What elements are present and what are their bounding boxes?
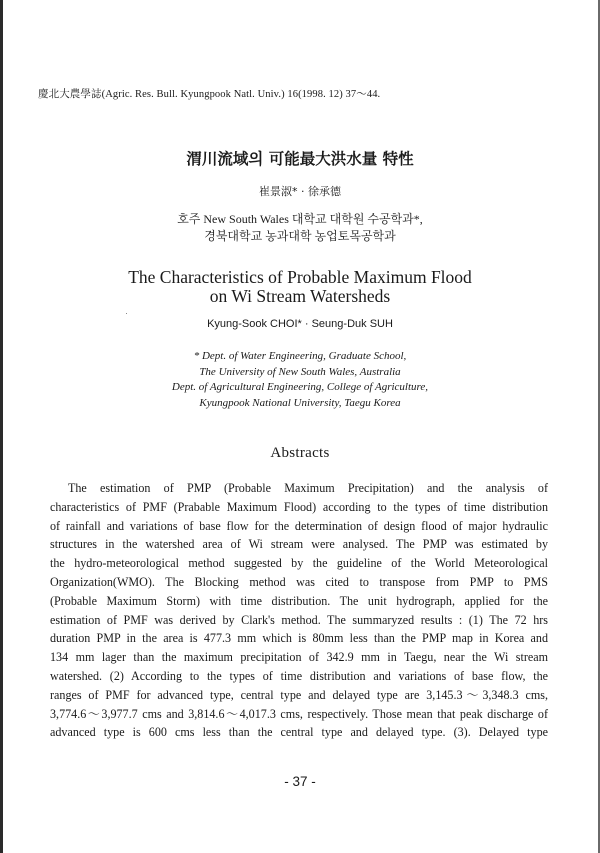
abstract-line: 134 mm lager than the maximum precipitation of 342.9 mm in Taegu, near the Wi stream [50,650,548,665]
affiliation-english-line: * Dept. of Water Engineering, Graduate School, [193,350,407,362]
abstract-line: 3,774.6～3,977.7 cms and 3,814.6～4,017.3 cms, respectively. Those mean that peak discharge of [50,706,548,721]
affiliation-english-line: The University of New South Wales, Australia [199,365,401,378]
title-english-line: The Characteristics of Probable Maximum Flood [128,267,472,287]
abstract-line: structures in the watershed area of Wi stream were analysed. The PMP was estimated by [50,537,548,552]
authors-korean: 崔景淑* · 徐承德 [259,185,341,198]
affiliation-korean-line: 호주 New South Wales 대학교 대학원 수공학과*, [177,212,423,226]
abstract-line: (Probable Maximum Storm) with time distribution. The unit hydrograph, applied for the [50,593,548,608]
affiliation-english-line: Kyungpook National University, Taegu Korea [199,396,401,409]
scan-speck [126,313,127,314]
affiliation-english-line: Dept. of Agricultural Engineering, College of Agriculture, [171,381,429,393]
abstract-line: advanced type is 600 cms less than the central type and delayed type. (3). Delayed type [50,725,548,740]
affiliations-korean [0,211,600,245]
abstract-line: duration PMP in the area is 477.3 mm which is 80mm less than the PMP map in Korea and [50,631,548,646]
abstract-line: ranges of PMF for advanced type, central type and delayed type are 3,145.3～3,348.3 cms, [50,687,548,702]
journal-citation: 慶北大農學誌(Agric. Res. Bull. Kyungpook Natl. Univ.) 16(1998. 12) 37～44. [38,89,381,100]
title-english [0,268,600,306]
abstract-line: estimation of PMF was derived by Clark's method. The summaryzed results : (1) The 72 hrs [50,612,548,627]
affiliation-korean-line: 경북대학교 농과대학 농업토목공학과 [204,229,396,243]
abstract-line: characteristics of PMF (Prabable Maximum Flood) according to the types of time distribution [50,499,548,514]
abstract-line: watershed. (2) According to the types of time distribution and variations of base flow, the [50,668,548,683]
title-korean: 渭川流域의 可能最大洪水量 特性 [186,150,414,168]
abstract-line: the hydro-meteorological method suggested by the guideline of the World Meteorological [50,556,548,571]
affiliations-english [0,349,600,411]
abstract-line: The estimation of PMP (Probable Maximum Precipitation) and the analysis of [68,481,548,495]
abstract-heading: Abstracts [270,445,330,461]
title-english-line: on Wi Stream Watersheds [209,286,391,306]
scan-left-border [0,0,3,853]
abstract-body [50,479,548,742]
page-number: - 37 - [284,774,316,789]
abstract-line: of rainfall and variations of base flow for the determination of design flood of major hydraulic [50,518,548,533]
authors-english: Kyung-Sook CHOI* · Seung-Duk SUH [207,318,393,330]
abstract-line: Organization(WMO). The Blocking method was cited to transpose from PMP to PMS [50,574,548,589]
